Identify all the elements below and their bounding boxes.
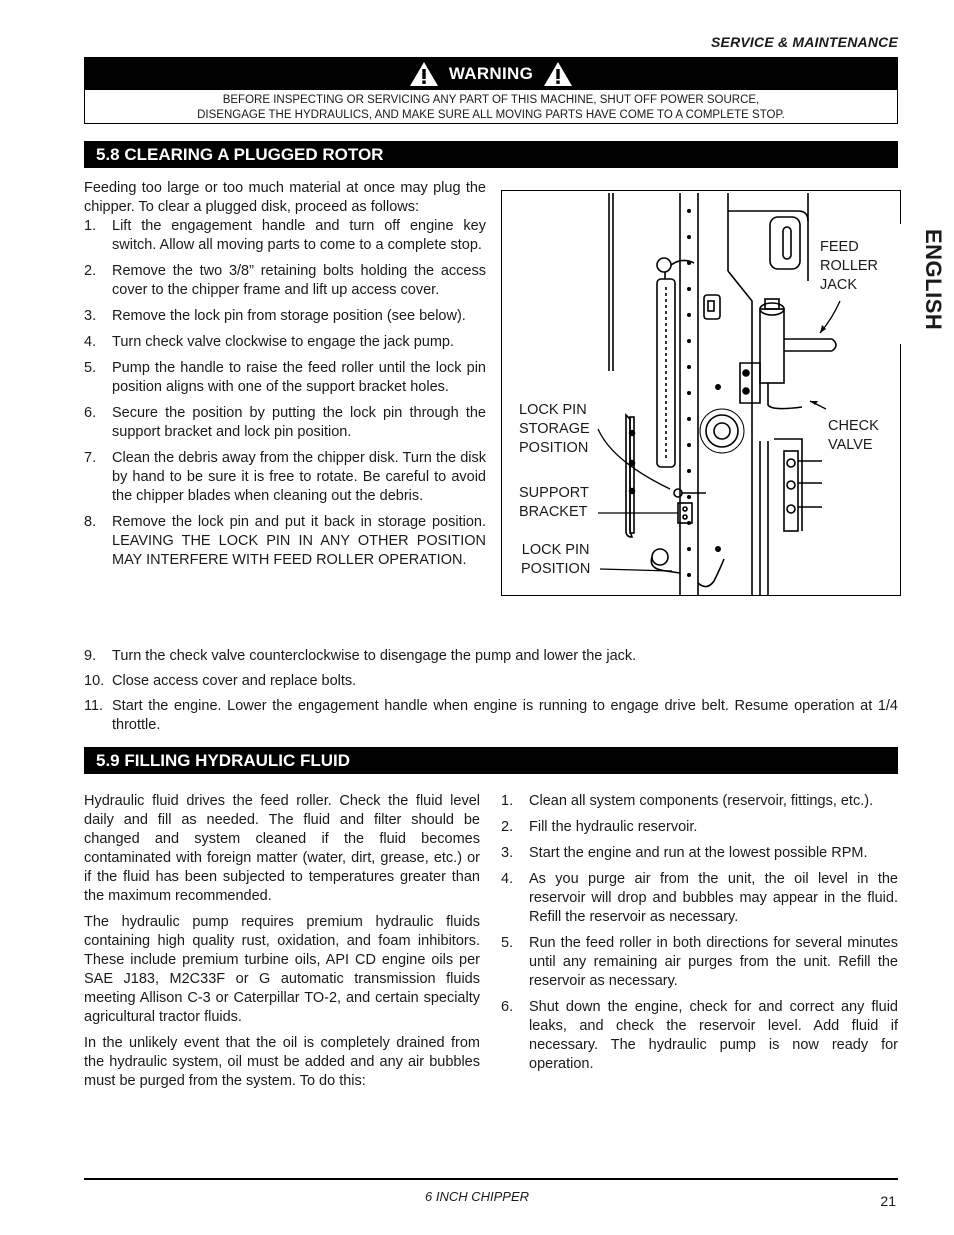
list-item bbox=[501, 998, 898, 1074]
list-item bbox=[501, 818, 898, 837]
step-text: Turn check valve clockwise to engage the jack pump. bbox=[112, 334, 454, 350]
label-line: BRACKET bbox=[519, 504, 588, 520]
purge-steps bbox=[501, 792, 898, 1074]
warning-line: DISENGAGE THE HYDRAULICS, AND MAKE SURE ALL MOVING PARTS HAVE COME TO A COMPLETE STOP. bbox=[197, 109, 785, 121]
step-number: 1. bbox=[84, 218, 97, 234]
feed-roller-jack-diagram bbox=[501, 190, 901, 596]
step-text: Remove the two 3/8” retaining bolts holding the access cover to the chipper frame and lift up access cover. bbox=[112, 263, 486, 298]
step-number: 5. bbox=[501, 935, 514, 951]
label-feed-roller-jack bbox=[820, 238, 878, 295]
label-line: POSITION bbox=[521, 561, 591, 577]
list-item bbox=[84, 647, 898, 666]
list-item bbox=[84, 672, 898, 691]
section-title-5-9: 5.9 FILLING HYDRAULIC FLUID bbox=[84, 747, 898, 774]
warning-triangle-icon bbox=[409, 61, 439, 87]
list-item bbox=[501, 792, 898, 811]
label-line: FEED bbox=[820, 239, 859, 255]
page-section-label: SERVICE & MAINTENANCE bbox=[711, 34, 898, 50]
step-text: Clean the debris away from the chipper disk. Turn the disk by hand to be sure it is free to rotate. Be careful to avoid the chipper blades when cleaning out the debris. bbox=[112, 450, 486, 504]
list-item bbox=[84, 359, 486, 397]
warning-title: WARNING bbox=[448, 64, 534, 83]
step-number: 8. bbox=[84, 514, 97, 530]
section-5-9-left-column bbox=[84, 792, 480, 1098]
step-text: Secure the position by putting the lock pin through the support bracket and lock pin position. bbox=[112, 405, 486, 440]
paragraph: The hydraulic pump requires premium hydraulic fluids containing high quality rust, oxidation, and foam inhibitors. These include premium turbine oils, API CD engine oils per SAE J183, M2C33F or G automatic transmission fluids meeting Allison C-3 or Caterpillar TO-2, and certain specialty agricultural tractor fluids. bbox=[84, 914, 480, 1025]
label-support-bracket bbox=[519, 484, 589, 522]
section-title-5-8: 5.8 CLEARING A PLUGGED ROTOR bbox=[84, 141, 898, 168]
page-number: 21 bbox=[880, 1193, 896, 1209]
step-text: Fill the hydraulic reservoir. bbox=[529, 819, 698, 835]
step-text: Pump the handle to raise the feed roller until the lock pin position aligns with one of the support bracket holes. bbox=[112, 360, 486, 395]
list-item bbox=[84, 513, 486, 570]
step-text: Run the feed roller in both directions for several minutes until any remaining air purges from the unit. Refill the reservoir as necessary. bbox=[529, 935, 898, 989]
step-number: 10. bbox=[84, 673, 105, 689]
section-5-8-left-column bbox=[84, 179, 486, 577]
label-lock-pin-storage bbox=[519, 401, 590, 458]
warning-box bbox=[84, 57, 898, 124]
procedure-steps-continued bbox=[84, 647, 898, 735]
step-text: Lift the engagement handle and turn off engine key switch. Allow all moving parts to come to a complete stop. bbox=[112, 218, 486, 253]
label-lock-pin-position bbox=[521, 541, 590, 579]
list-item bbox=[84, 262, 486, 300]
step-number: 11. bbox=[84, 698, 104, 714]
label-line: JACK bbox=[820, 277, 858, 293]
section-intro: Feeding too large or too much material at once may plug the chipper. To clear a plugged disk, proceed as follows: bbox=[84, 180, 486, 215]
step-text: Remove the lock pin and put it back in storage position. LEAVING THE LOCK PIN IN ANY OTHER POSITION MAY INTERFERE WITH FEED ROLLER OPERATION. bbox=[112, 514, 486, 568]
step-number: 6. bbox=[84, 405, 97, 421]
step-number: 2. bbox=[84, 263, 97, 279]
list-item bbox=[84, 449, 486, 506]
label-line: CHECK bbox=[828, 418, 879, 434]
step-number: 3. bbox=[501, 845, 514, 861]
warning-triangle-icon bbox=[543, 61, 573, 87]
list-item bbox=[84, 404, 486, 442]
paragraph: In the unlikely event that the oil is completely drained from the hydraulic system, oil must be added and any air bubbles must be purged from the system. To do this: bbox=[84, 1035, 480, 1089]
list-item bbox=[84, 697, 898, 735]
step-number: 1. bbox=[501, 793, 514, 809]
step-text: As you purge air from the unit, the oil level in the reservoir will drop and bubbles may appear in the fluid. Refill the reservoir as necessary. bbox=[529, 871, 898, 925]
warning-text bbox=[85, 90, 897, 123]
list-item bbox=[84, 333, 486, 352]
label-line: POSITION bbox=[519, 440, 589, 456]
footer-rule bbox=[84, 1178, 898, 1180]
step-number: 6. bbox=[501, 999, 514, 1015]
step-text: Turn the check valve counterclockwise to disengage the pump and lower the jack. bbox=[112, 648, 637, 664]
warning-bar bbox=[85, 58, 897, 90]
step-text: Remove the lock pin from storage position (see below). bbox=[112, 308, 466, 324]
paragraph: Hydraulic fluid drives the feed roller. Check the fluid level daily and fill as needed. The fluid and filter should be changed and system cleaned if the fluid becomes contaminated with foreign matter (water, dirt, grease, etc.) or if the fluid has been subjected to temperatures greater than the maximum recommended. bbox=[84, 793, 480, 904]
list-item bbox=[501, 934, 898, 991]
language-tab-label: ENGLISH bbox=[921, 229, 946, 331]
warning-line: BEFORE INSPECTING OR SERVICING ANY PART OF THIS MACHINE, SHUT OFF POWER SOURCE, bbox=[222, 94, 760, 106]
step-number: 9. bbox=[84, 648, 97, 664]
step-number: 3. bbox=[84, 308, 97, 324]
list-item bbox=[501, 870, 898, 927]
section-5-9-right-column bbox=[501, 792, 898, 1081]
step-text: Shut down the engine, check for and correct any fluid leaks, and check the reservoir level. Add fluid if necessary. The hydraulic pump is now ready for operation. bbox=[529, 999, 898, 1072]
step-text: Close access cover and replace bolts. bbox=[112, 673, 357, 689]
step-number: 7. bbox=[84, 450, 97, 466]
step-number: 2. bbox=[501, 819, 514, 835]
list-item bbox=[84, 307, 486, 326]
label-line: VALVE bbox=[828, 437, 873, 453]
procedure-steps bbox=[84, 217, 486, 570]
label-line: LOCK PIN bbox=[519, 402, 587, 418]
section-5-8-full-steps bbox=[84, 647, 898, 741]
label-check-valve bbox=[828, 417, 879, 455]
step-text: Start the engine and run at the lowest possible RPM. bbox=[529, 845, 868, 861]
step-number: 5. bbox=[84, 360, 97, 376]
step-number: 4. bbox=[84, 334, 97, 350]
label-line: LOCK PIN bbox=[521, 542, 590, 558]
list-item bbox=[501, 844, 898, 863]
label-line: SUPPORT bbox=[519, 485, 589, 501]
label-line: STORAGE bbox=[519, 421, 590, 437]
step-text: Start the engine. Lower the engagement handle when engine is running to engage drive belt. Resume operation at 1/4 throttle. bbox=[112, 698, 898, 733]
step-text: Clean all system components (reservoir, fittings, etc.). bbox=[529, 793, 874, 809]
step-number: 4. bbox=[501, 871, 514, 887]
list-item bbox=[84, 217, 486, 255]
footer-product-name: 6 INCH CHIPPER bbox=[424, 1189, 530, 1204]
label-line: ROLLER bbox=[820, 258, 879, 274]
